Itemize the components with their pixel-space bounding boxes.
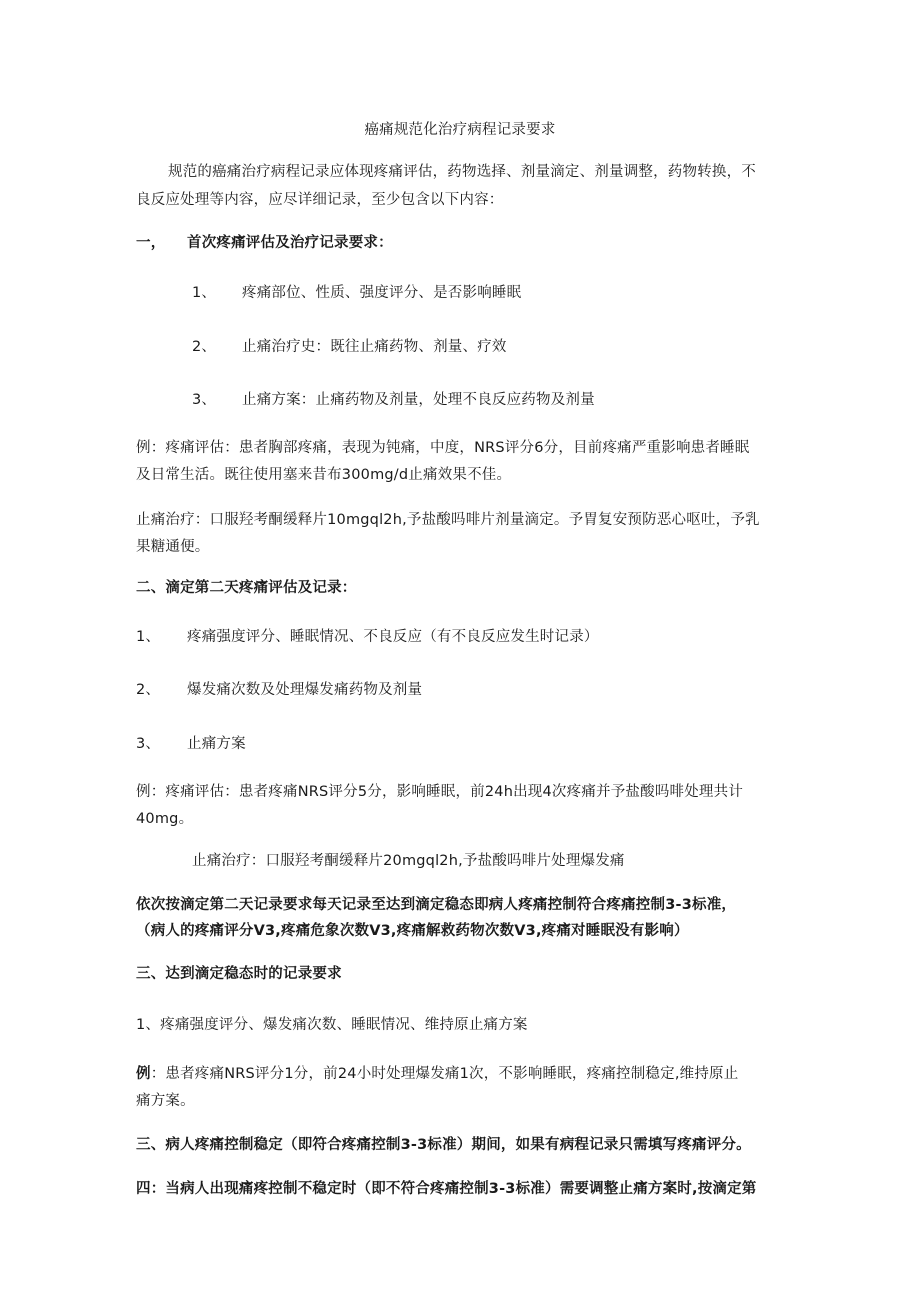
section1-heading: 首次疼痛评估及治疗记录要求： bbox=[187, 235, 393, 251]
intro-line-1: 规范的癌痛治疗病程记录应体现疼痛评估，药物选择、剂量滴定、剂量调整，药物转换，不 bbox=[168, 164, 756, 180]
intro-line-2: 良反应处理等内容，应尽详细记录，至少包含以下内容： bbox=[136, 192, 504, 208]
example-line: 例：疼痛评估：患者疼痛NRS评分5分，影响睡眠，前24h出现4次疼痛并予盐酸吗啡处理共计 bbox=[136, 784, 744, 800]
example-line: 痛方案。 bbox=[136, 1093, 195, 1109]
list-item-text: 1、疼痛强度评分、爆发痛次数、睡眠情况、维持原止痛方案 bbox=[136, 1017, 528, 1033]
list-item-text: 止痛方案：止痛药物及剂量，处理不良反应药物及剂量 bbox=[242, 392, 595, 408]
list-item-text: 止痛方案 bbox=[187, 736, 246, 752]
section3b-heading: 三、病人疼痛控制稳定（即符合疼痛控制3-3标准）期间，如果有病程记录只需填写疼痛评分。 bbox=[136, 1137, 751, 1153]
list-item-text: 疼痛强度评分、睡眠情况、不良反应（有不良反应发生时记录） bbox=[187, 629, 599, 645]
section1-marker: 一， bbox=[136, 235, 166, 251]
list-item-number: 3、 bbox=[192, 392, 217, 408]
note-line: （病人的疼痛评分V3,疼痛危象次数V3,疼痛解救药物次数V3,疼痛对睡眠没有影响） bbox=[136, 923, 689, 939]
example-line: 40mg。 bbox=[136, 811, 194, 827]
list-item-text: 止痛治疗史：既往止痛药物、剂量、疗效 bbox=[242, 339, 507, 355]
example-line: 例：疼痛评估：患者胸部疼痛，表现为钝痛，中度，NRS评分6分，目前疼痛严重影响患者睡眠 bbox=[136, 440, 750, 456]
treatment-line: 果糖通便。 bbox=[136, 539, 210, 555]
treatment-line: 止痛治疗：口服羟考酮缓释片10mgql2h,予盐酸吗啡片剂量滴定。予胃复安预防恶心呕吐，予乳 bbox=[136, 512, 760, 528]
list-item-text: 爆发痛次数及处理爆发痛药物及剂量 bbox=[187, 682, 423, 698]
list-item-number: 2、 bbox=[136, 682, 161, 698]
list-item-text: 疼痛部位、性质、强度评分、是否影响睡眠 bbox=[242, 285, 522, 301]
list-item-number: 1、 bbox=[192, 285, 217, 301]
section3-heading: 三、达到滴定稳态时的记录要求 bbox=[136, 966, 342, 982]
example-label: 例 bbox=[136, 1066, 151, 1082]
example-line bbox=[136, 1062, 738, 1087]
example-text: ：患者疼痛NRS评分1分，前24小时处理爆发痛1次，不影响睡眠，疼痛控制稳定,维持原止 bbox=[150, 1066, 739, 1082]
section2-heading: 二、滴定第二天疼痛评估及记录： bbox=[136, 580, 357, 596]
list-item-number: 3、 bbox=[136, 736, 161, 752]
treatment-line: 止痛治疗：口服羟考酮缓释片20mgql2h,予盐酸吗啡片处理爆发痛 bbox=[192, 853, 625, 869]
page-title: 癌痛规范化治疗病程记录要求 bbox=[364, 122, 556, 138]
note-line: 依次按滴定第二天记录要求每天记录至达到滴定稳态即病人疼痛控制符合疼痛控制3-3标准， bbox=[136, 897, 737, 913]
list-item-number: 1、 bbox=[136, 629, 161, 645]
list-item-number: 2、 bbox=[192, 339, 217, 355]
section4-heading: 四：当病人出现痛疼控制不稳定时（即不符合疼痛控制3-3标准）需要调整止痛方案时,按滴定第 bbox=[136, 1181, 757, 1197]
example-line: 及日常生活。既往使用塞来昔布300mg/d止痛效果不佳。 bbox=[136, 467, 512, 483]
